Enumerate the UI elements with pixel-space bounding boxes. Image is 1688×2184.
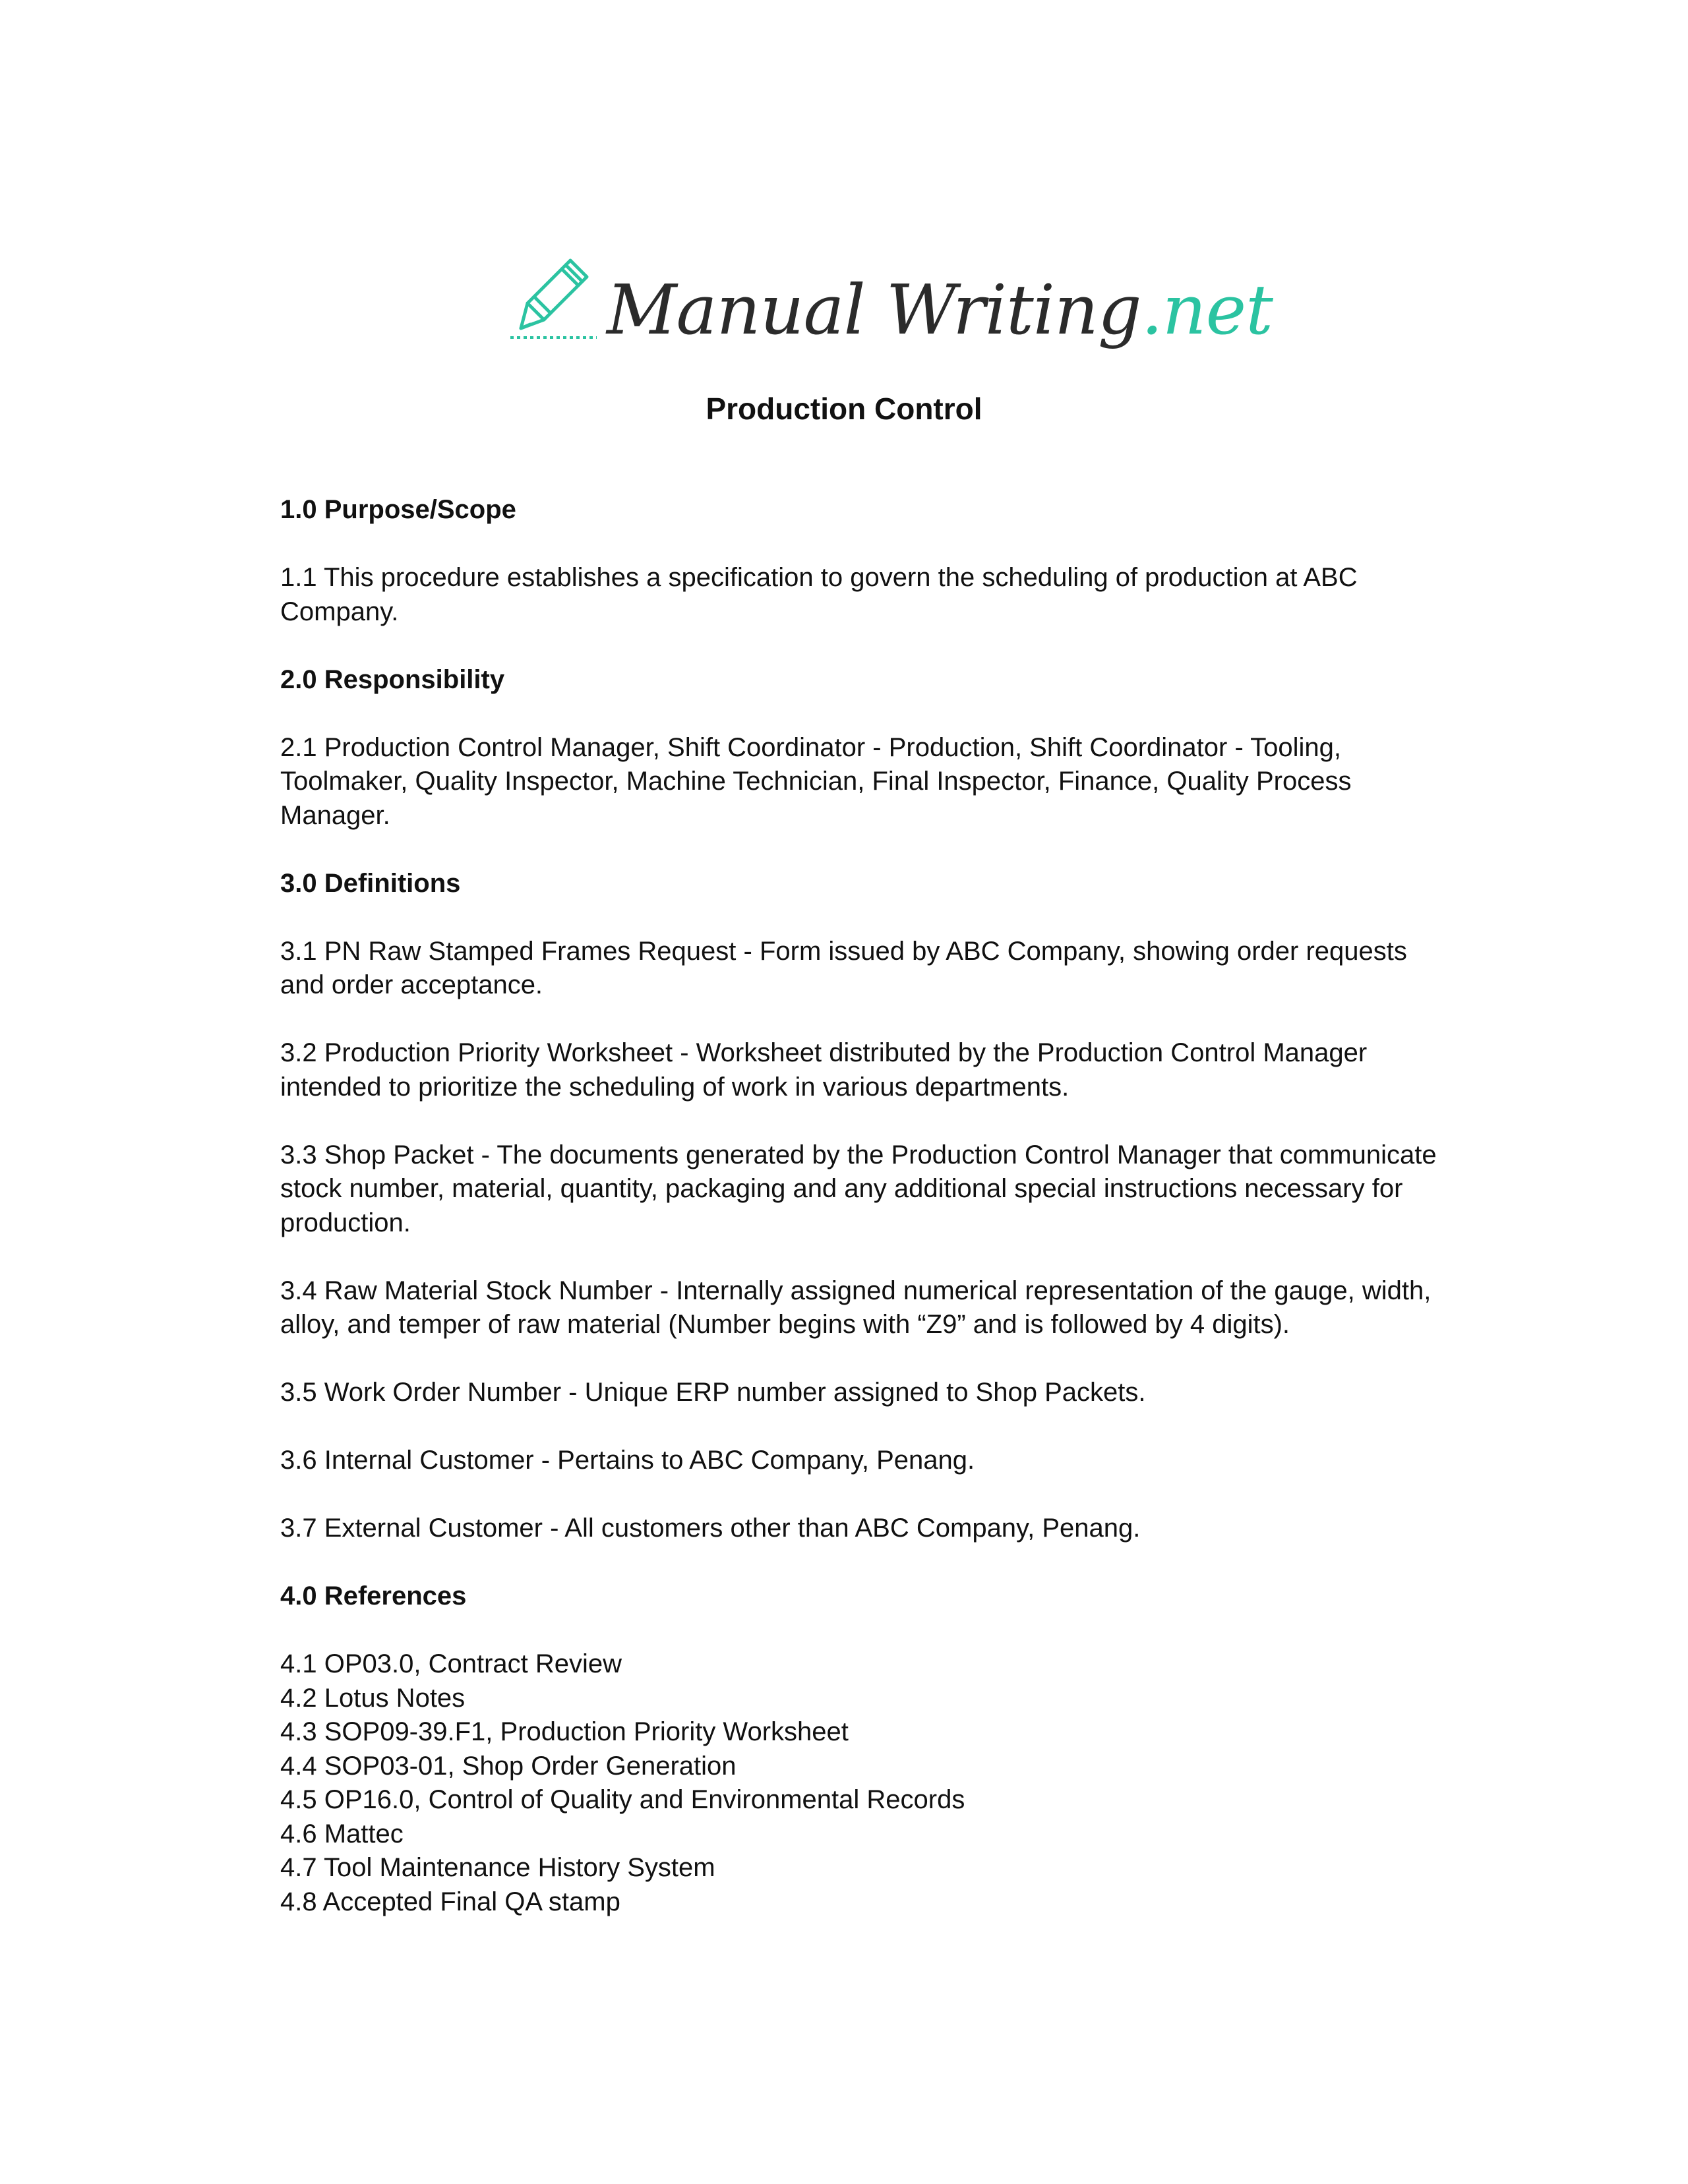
section-heading: 3.0 Definitions: [280, 868, 461, 898]
paragraph: 3.7 External Customer - All customers other than ABC Company, Penang.: [280, 1514, 1141, 1543]
pencil-icon: [508, 251, 600, 349]
list-item: 4.8 Accepted Final QA stamp: [280, 1887, 620, 1916]
document-body: [280, 493, 1441, 1919]
section-heading: 4.0 References: [280, 1581, 467, 1610]
logo-wordmark-main: Manual Writing: [607, 270, 1141, 350]
paragraph: 1.1 This procedure establishes a specification to govern the scheduling of production at ABC Company.: [280, 563, 1358, 626]
paragraph: 3.4 Raw Material Stock Number - Internally assigned numerical representation of the gauge, width, alloy, and temper of raw material (Number begins with “Z9” and is followed by 4 digits).: [280, 1276, 1432, 1339]
paragraph: 3.1 PN Raw Stamped Frames Request - Form issued by ABC Company, showing order requests and order acceptance.: [280, 936, 1407, 999]
paragraph: 3.5 Work Order Number - Unique ERP number assigned to Shop Packets.: [280, 1378, 1146, 1407]
list-item: 4.7 Tool Maintenance History System: [280, 1853, 715, 1882]
section-heading: 2.0 Responsibility: [280, 664, 505, 694]
paragraph: 2.1 Production Control Manager, Shift Coordinator - Production, Shift Coordinator - Tooling, Toolmaker, Quality Inspector, Machine Technician, Final Inspector, Finance, Quality Process Manager.: [280, 732, 1352, 830]
logo-wordmark: [607, 270, 1273, 349]
list-item: 4.3 SOP09-39.F1, Production Priority Worksheet: [280, 1717, 849, 1746]
paragraph: 3.2 Production Priority Worksheet - Worksheet distributed by the Production Control Manager intended to prioritize the scheduling of work in various departments.: [280, 1038, 1368, 1102]
list-item: 4.6 Mattec: [280, 1819, 404, 1848]
paragraph: 3.3 Shop Packet - The documents generated by the Production Control Manager that communicate stock number, material, quantity, packaging and any additional special instructions necessary for production.: [280, 1140, 1437, 1237]
section-references: [280, 1579, 1441, 1919]
section-definitions: [280, 867, 1441, 1546]
references-list: [280, 1647, 1441, 1919]
section-heading: 1.0 Purpose/Scope: [280, 495, 516, 524]
logo-wordmark-tld: .net: [1141, 270, 1273, 350]
section-purpose-scope: [280, 493, 1441, 629]
page-title: Production Control: [706, 392, 982, 426]
list-item: 4.1 OP03.0, Contract Review: [280, 1649, 622, 1678]
list-item: 4.5 OP16.0, Control of Quality and Environmental Records: [280, 1785, 965, 1814]
paragraph: 3.6 Internal Customer - Pertains to ABC Company, Penang.: [280, 1446, 975, 1475]
logo: [508, 244, 1273, 369]
section-responsibility: [280, 663, 1441, 833]
list-item: 4.2 Lotus Notes: [280, 1683, 466, 1713]
list-item: 4.4 SOP03-01, Shop Order Generation: [280, 1751, 737, 1781]
